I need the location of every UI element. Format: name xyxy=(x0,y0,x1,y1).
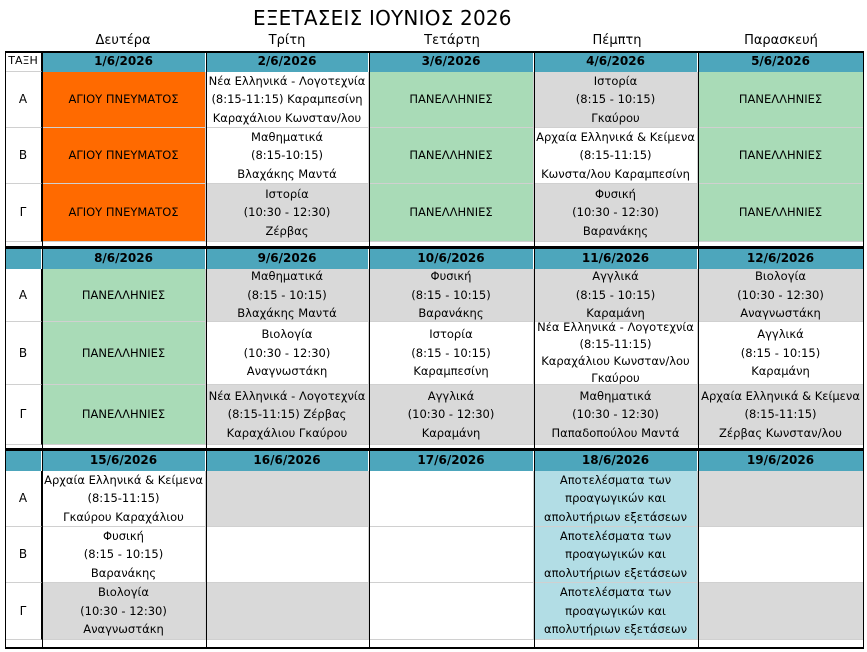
cell-text-line: Βλαχάκης Μαντά xyxy=(237,306,337,321)
cell-text-line: ΑΓΙΟΥ ΠΝΕΥΜΑΤΟΣ xyxy=(68,148,179,163)
class-label: Α xyxy=(5,72,42,128)
cell-text-line: ΠΑΝΕΛΛΗΝΙΕΣ xyxy=(409,205,493,220)
date-header: 2/6/2026 xyxy=(206,51,369,72)
cell-text-line: Καραμπεσίνη xyxy=(413,364,489,379)
cell-text-line: ΠΑΝΕΛΛΗΝΙΕΣ xyxy=(81,287,166,302)
exam-cell xyxy=(42,269,206,322)
cell-text-line: Αποτελέσματα των xyxy=(559,528,672,543)
cell-text-line: Ζέρβας xyxy=(265,223,309,238)
exam-cell xyxy=(534,527,698,583)
weekday-label: Πέμπτη xyxy=(592,33,642,48)
cell-text-line: προαγωγικών και xyxy=(565,491,666,506)
table-border xyxy=(369,51,370,649)
exam-cell xyxy=(698,385,864,445)
exam-schedule-table xyxy=(5,51,864,649)
weekday-label: Παρασκευή xyxy=(744,33,818,48)
exam-cell xyxy=(698,128,864,184)
cell-text-line: (8:15 - 10:15) xyxy=(411,345,491,360)
cell-text-line: ΠΑΝΕΛΛΗΝΙΕΣ xyxy=(738,205,823,220)
cell-text-line: Αναγνωστάκη xyxy=(740,306,821,321)
class-label: Γ xyxy=(5,583,42,640)
empty-cell xyxy=(698,527,864,583)
class-label: Β xyxy=(5,128,42,184)
cell-text-line: Αγγλικά xyxy=(427,388,475,403)
weekday-label: Τετάρτη xyxy=(424,33,480,48)
empty-cell xyxy=(369,471,534,527)
cell-text-line: (10:30 - 12:30) xyxy=(80,603,167,618)
weekday-label: Τρίτη xyxy=(268,33,306,48)
date-header: 17/6/2026 xyxy=(369,450,534,471)
table-border xyxy=(42,51,43,649)
cell-text-line: ΠΑΝΕΛΛΗΝΙΕΣ xyxy=(81,345,166,360)
empty-cell xyxy=(206,527,369,583)
exam-cell xyxy=(534,322,698,385)
date-header: 10/6/2026 xyxy=(369,248,534,269)
cell-text-line: (10:30 - 12:30) xyxy=(407,407,495,422)
cell-text-line: (8:15-11:15) xyxy=(579,337,652,351)
empty-cell xyxy=(698,583,864,640)
date-header: 8/6/2026 xyxy=(42,248,206,269)
cell-text-line: (8:15-11:15) xyxy=(579,148,652,163)
cell-text-line: (10:30 - 12:30) xyxy=(243,205,331,220)
exam-cell xyxy=(42,128,206,184)
date-header: 5/6/2026 xyxy=(698,51,864,72)
exam-cell xyxy=(369,128,534,184)
cell-text-line: Αναγνωστάκη xyxy=(83,622,164,637)
cell-text-line: Βλαχάκης Μαντά xyxy=(237,166,337,181)
cell-text-line: Αποτελέσματα των xyxy=(559,472,672,487)
cell-text-line: Αναγνωστάκη xyxy=(246,364,328,379)
cell-text-line: Φυσική xyxy=(595,186,636,201)
cell-text-line: (8:15-11:15) xyxy=(744,407,817,422)
empty-cell xyxy=(698,471,864,527)
table-border xyxy=(5,448,864,451)
date-header: 3/6/2026 xyxy=(369,51,534,72)
cell-text-line: (10:30 - 12:30) xyxy=(243,345,331,360)
cell-text-line: Καραμάνη xyxy=(751,364,810,379)
cell-text-line: (8:15-11:15) Ζέρβας xyxy=(227,407,347,422)
cell-text-line: Κωνστα/λου Καραμπεσίνη xyxy=(541,166,690,181)
date-header: 15/6/2026 xyxy=(42,450,206,471)
cell-text-line: (10:30 - 12:30) xyxy=(572,407,659,422)
exam-cell xyxy=(206,269,369,322)
cell-text-line: (8:15 - 10:15) xyxy=(575,287,656,302)
cell-text-line: Βαρανάκης xyxy=(582,223,649,238)
exam-cell xyxy=(369,72,534,128)
exam-cell xyxy=(206,184,369,242)
cell-text-line: (8:15 - 10:15) xyxy=(411,287,491,302)
cell-text-line: ΑΓΙΟΥ ΠΝΕΥΜΑΤΟΣ xyxy=(68,205,179,220)
cell-text-line: απολυτήριων εξετάσεων xyxy=(543,622,688,637)
empty-cell xyxy=(206,471,369,527)
date-header: 4/6/2026 xyxy=(534,51,698,72)
cell-text-line: Βιολογία xyxy=(261,327,313,342)
exam-cell xyxy=(42,322,206,385)
exam-cell xyxy=(42,184,206,242)
table-border xyxy=(5,647,864,649)
table-border xyxy=(5,51,6,649)
cell-text-line: Ιστορία xyxy=(593,73,638,88)
exam-cell xyxy=(698,269,864,322)
cell-text-line: απολυτήριων εξετάσεων xyxy=(543,509,688,524)
class-label: Γ xyxy=(5,385,42,445)
cell-text-line: (8:15 - 10:15) xyxy=(740,345,821,360)
cell-text-line: (8:15 - 10:15) xyxy=(575,92,656,107)
exam-cell xyxy=(534,269,698,322)
cell-text-line: Βιολογία xyxy=(98,585,149,600)
cell-text-line: Γκαύρου xyxy=(591,371,640,385)
exam-cell xyxy=(42,527,206,583)
exam-cell xyxy=(534,72,698,128)
cell-text-line: Νέα Ελληνικά - Λογοτεχνία xyxy=(208,388,366,403)
class-label: Α xyxy=(5,269,42,322)
date-header: 16/6/2026 xyxy=(206,450,369,471)
cell-text-line: Παπαδοπούλου Μαντά xyxy=(551,425,680,440)
week-header-blank xyxy=(5,450,42,471)
cell-text-line: Ιστορία xyxy=(265,186,309,201)
exam-cell xyxy=(42,72,206,128)
table-border xyxy=(534,51,535,649)
cell-text-line: ΠΑΝΕΛΛΗΝΙΕΣ xyxy=(81,407,166,422)
exam-cell xyxy=(369,385,534,445)
cell-text-line: Μαθηματικά xyxy=(579,388,652,403)
table-border xyxy=(5,246,864,249)
exam-cell xyxy=(534,128,698,184)
cell-text-line: (8:15-11:15) Καραμπεσίνη xyxy=(211,92,363,107)
cell-text-line: Βαρανάκης xyxy=(418,306,484,321)
table-border xyxy=(698,51,699,649)
table-border xyxy=(206,51,207,649)
exam-cell xyxy=(42,471,206,527)
cell-text-line: Αρχαία Ελληνικά & Κείμενα xyxy=(701,388,860,403)
date-header: 1/6/2026 xyxy=(42,51,206,72)
cell-text-line: Φυσική xyxy=(103,528,144,543)
cell-text-line: Βιολογία xyxy=(755,269,806,284)
cell-text-line: απολυτήριων εξετάσεων xyxy=(543,565,688,580)
class-label: Β xyxy=(5,322,42,385)
cell-text-line: Νέα Ελληνικά - Λογοτεχνία xyxy=(537,322,694,334)
exam-cell xyxy=(534,385,698,445)
exam-cell xyxy=(206,72,369,128)
cell-text-line: Αποτελέσματα των xyxy=(559,585,672,600)
cell-text-line: ΠΑΝΕΛΛΗΝΙΕΣ xyxy=(409,92,493,107)
cell-text-line: Αγγλικά xyxy=(757,327,804,342)
empty-cell xyxy=(369,527,534,583)
exam-cell xyxy=(534,583,698,640)
empty-cell xyxy=(369,583,534,640)
exam-cell xyxy=(206,322,369,385)
date-header: 11/6/2026 xyxy=(534,248,698,269)
exam-cell xyxy=(698,184,864,242)
exam-cell xyxy=(369,269,534,322)
exam-cell xyxy=(698,322,864,385)
table-border xyxy=(863,51,864,649)
cell-text-line: Νέα Ελληνικά - Λογοτεχνία xyxy=(208,73,366,88)
cell-text-line: Γκαύρου Καραχάλιου xyxy=(63,509,184,524)
cell-text-line: Καραχάλιου Κωνσταν/λου xyxy=(212,110,362,125)
cell-text-line: Μαθηματικά xyxy=(251,269,323,284)
cell-text-line: Καραμάνη xyxy=(421,425,481,440)
cell-text-line: Γκαύρου xyxy=(591,110,640,125)
cell-text-line: Ιστορία xyxy=(429,327,473,342)
empty-cell xyxy=(206,583,369,640)
cell-text-line: (10:30 - 12:30) xyxy=(572,205,659,220)
class-label: Α xyxy=(5,471,42,527)
cell-text-line: Μαθηματικά xyxy=(251,129,323,144)
cell-text-line: Φυσική xyxy=(430,269,472,284)
exam-cell xyxy=(369,184,534,242)
exam-cell xyxy=(698,72,864,128)
exam-cell xyxy=(534,184,698,242)
class-column-header: ΤΑΞΗ xyxy=(5,51,42,72)
date-header: 9/6/2026 xyxy=(206,248,369,269)
cell-text-line: (8:15-11:15) xyxy=(87,491,160,506)
class-label: Β xyxy=(5,527,42,583)
cell-text-line: (8:15 - 10:15) xyxy=(247,287,327,302)
cell-text-line: ΠΑΝΕΛΛΗΝΙΕΣ xyxy=(738,148,823,163)
exam-cell xyxy=(42,583,206,640)
cell-text-line: (8:15-10:15) xyxy=(250,148,324,163)
cell-text-line: Καραμάνη xyxy=(586,306,645,321)
date-header: 12/6/2026 xyxy=(698,248,864,269)
exam-cell xyxy=(206,128,369,184)
cell-text-line: προαγωγικών και xyxy=(565,603,666,618)
class-label: Γ xyxy=(5,184,42,242)
table-border xyxy=(5,51,864,53)
date-header: 19/6/2026 xyxy=(698,450,864,471)
cell-text-line: Καραχάλιου Γκαύρου xyxy=(226,425,348,440)
cell-text-line: Βαρανάκης xyxy=(90,565,157,580)
cell-text-line: ΠΑΝΕΛΛΗΝΙΕΣ xyxy=(738,92,823,107)
page-title: ΕΞΕΤΑΣΕΙΣ ΙΟΥΝΙΟΣ 2026 xyxy=(253,6,512,30)
cell-text-line: ΑΓΙΟΥ ΠΝΕΥΜΑΤΟΣ xyxy=(68,92,179,107)
exam-cell xyxy=(369,322,534,385)
cell-text-line: Αρχαία Ελληνικά & Κείμενα xyxy=(536,129,695,144)
cell-text-line: (10:30 - 12:30) xyxy=(737,287,824,302)
cell-text-line: Αρχαία Ελληνικά & Κείμενα xyxy=(44,472,203,487)
cell-text-line: Αγγλικά xyxy=(592,269,639,284)
cell-text-line: Ζέρβας Κωνσταν/λου xyxy=(719,425,842,440)
cell-text-line: (8:15 - 10:15) xyxy=(83,547,164,562)
exam-cell xyxy=(206,385,369,445)
cell-text-line: Καραχάλιου Κωνσταν/λου xyxy=(541,354,690,368)
date-header: 18/6/2026 xyxy=(534,450,698,471)
cell-text-line: ΠΑΝΕΛΛΗΝΙΕΣ xyxy=(409,148,493,163)
week-header-blank xyxy=(5,248,42,269)
exam-cell xyxy=(534,471,698,527)
cell-text-line: προαγωγικών και xyxy=(565,547,666,562)
exam-cell xyxy=(42,385,206,445)
weekday-label: Δευτέρα xyxy=(95,33,151,48)
